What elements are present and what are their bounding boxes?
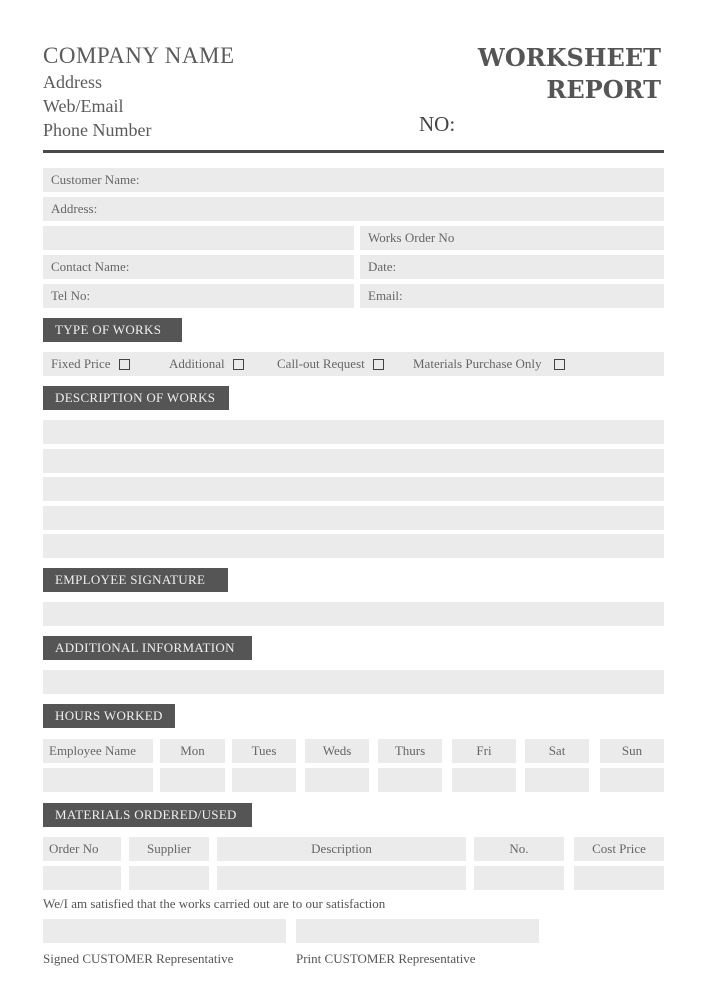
company-phone: Phone Number (43, 120, 152, 140)
hours-worked-heading: HOURS WORKED (43, 704, 175, 728)
hours-col-fri (452, 739, 516, 763)
materials-col-no (474, 837, 564, 861)
materials-col-label: No. (509, 841, 529, 856)
description-line[interactable] (43, 477, 664, 501)
date-label: Date: (368, 259, 397, 274)
materials-col-label: Cost Price (592, 841, 646, 856)
description-line[interactable] (43, 506, 664, 530)
description-line[interactable] (43, 534, 664, 558)
hours-cell-fri[interactable] (452, 768, 516, 792)
materials-col-cost-price (574, 837, 664, 861)
hours-col-thurs (378, 739, 442, 763)
address-field-line-2[interactable] (43, 226, 354, 250)
hours-col-label: Fri (476, 743, 492, 758)
additional-information-heading: ADDITIONAL INFORMATION (43, 636, 252, 660)
satisfaction-statement: We/I am satisfied that the works carried out are to our satisfaction (43, 896, 386, 911)
materials-cell-supplier[interactable] (129, 866, 209, 890)
works-order-no-label: Works Order No (368, 230, 455, 245)
customer-name-field[interactable] (43, 168, 664, 192)
materials-col-order-no (43, 837, 121, 861)
description-of-works-heading: DESCRIPTION OF WORKS (43, 386, 229, 410)
option-fixed-price-label: Fixed Price (51, 356, 111, 371)
hours-col-sun (600, 739, 664, 763)
signed-customer-field[interactable] (43, 919, 286, 943)
option-call-out-request[interactable] (277, 352, 384, 376)
materials-col-label: Order No (49, 841, 99, 856)
hours-cell-tues[interactable] (232, 768, 296, 792)
materials-cell-cost-price[interactable] (574, 866, 664, 890)
company-name: COMPANY NAME (43, 43, 235, 68)
print-customer-label: Print CUSTOMER Representative (296, 951, 476, 966)
title-line-2: REPORT (546, 75, 661, 104)
date-field[interactable] (360, 255, 664, 279)
option-materials-purchase-only[interactable] (413, 352, 565, 376)
checkbox-icon[interactable] (373, 359, 384, 370)
email-label: Email: (368, 288, 403, 303)
materials-col-description (217, 837, 466, 861)
contact-name-field[interactable] (43, 255, 354, 279)
hours-col-weds (305, 739, 369, 763)
option-materials-label: Materials Purchase Only (413, 356, 542, 371)
hours-col-mon (160, 739, 225, 763)
contact-name-label: Contact Name: (51, 259, 130, 274)
hours-col-employee-name (43, 739, 153, 763)
hours-col-tues (232, 739, 296, 763)
checkbox-icon[interactable] (233, 359, 244, 370)
materials-cell-order-no[interactable] (43, 866, 121, 890)
hours-cell-employee-name[interactable] (43, 768, 153, 792)
address-label: Address: (51, 201, 98, 216)
type-of-works-heading: TYPE OF WORKS (43, 318, 182, 342)
employee-signature-field[interactable] (43, 602, 664, 626)
header-divider (43, 150, 664, 153)
signed-customer-label: Signed CUSTOMER Representative (43, 951, 234, 966)
hours-col-label: Mon (180, 743, 205, 758)
hours-col-label: Tues (251, 743, 277, 758)
company-web-email: Web/Email (43, 96, 124, 116)
option-fixed-price[interactable] (51, 352, 130, 376)
checkbox-icon[interactable] (554, 359, 565, 370)
hours-cell-sun[interactable] (600, 768, 664, 792)
document-number-label: NO: (419, 112, 456, 136)
hours-col-label: Sat (548, 743, 566, 758)
address-field[interactable] (43, 197, 664, 221)
materials-col-supplier (129, 837, 209, 861)
hours-col-label: Weds (322, 743, 352, 758)
option-additional[interactable] (169, 352, 244, 376)
works-order-no-field[interactable] (360, 226, 664, 250)
materials-cell-no[interactable] (474, 866, 564, 890)
type-of-works-options (43, 352, 664, 376)
hours-cell-thurs[interactable] (378, 768, 442, 792)
email-field[interactable] (360, 284, 664, 308)
employee-signature-heading: EMPLOYEE SIGNATURE (43, 568, 228, 592)
option-additional-label: Additional (169, 356, 225, 371)
additional-information-field[interactable] (43, 670, 664, 694)
hours-col-label: Employee Name (49, 743, 136, 758)
description-line[interactable] (43, 449, 664, 473)
hours-col-label: Sun (621, 743, 643, 758)
document-title (478, 42, 661, 106)
hours-cell-mon[interactable] (160, 768, 225, 792)
title-line-1: WORKSHEET (477, 43, 661, 72)
checkbox-icon[interactable] (119, 359, 130, 370)
materials-col-label: Supplier (146, 841, 192, 856)
materials-heading: MATERIALS ORDERED/USED (43, 803, 252, 827)
tel-no-field[interactable] (43, 284, 354, 308)
materials-col-label: Description (311, 841, 372, 856)
print-customer-field[interactable] (296, 919, 539, 943)
tel-no-label: Tel No: (51, 288, 91, 303)
company-block (43, 42, 235, 142)
hours-col-sat (525, 739, 589, 763)
hours-col-label: Thurs (394, 743, 426, 758)
description-line[interactable] (43, 420, 664, 444)
materials-cell-description[interactable] (217, 866, 466, 890)
hours-cell-weds[interactable] (305, 768, 369, 792)
hours-cell-sat[interactable] (525, 768, 589, 792)
company-address: Address (43, 72, 102, 92)
option-call-out-label: Call-out Request (277, 356, 365, 371)
customer-name-label: Customer Name: (51, 172, 140, 187)
